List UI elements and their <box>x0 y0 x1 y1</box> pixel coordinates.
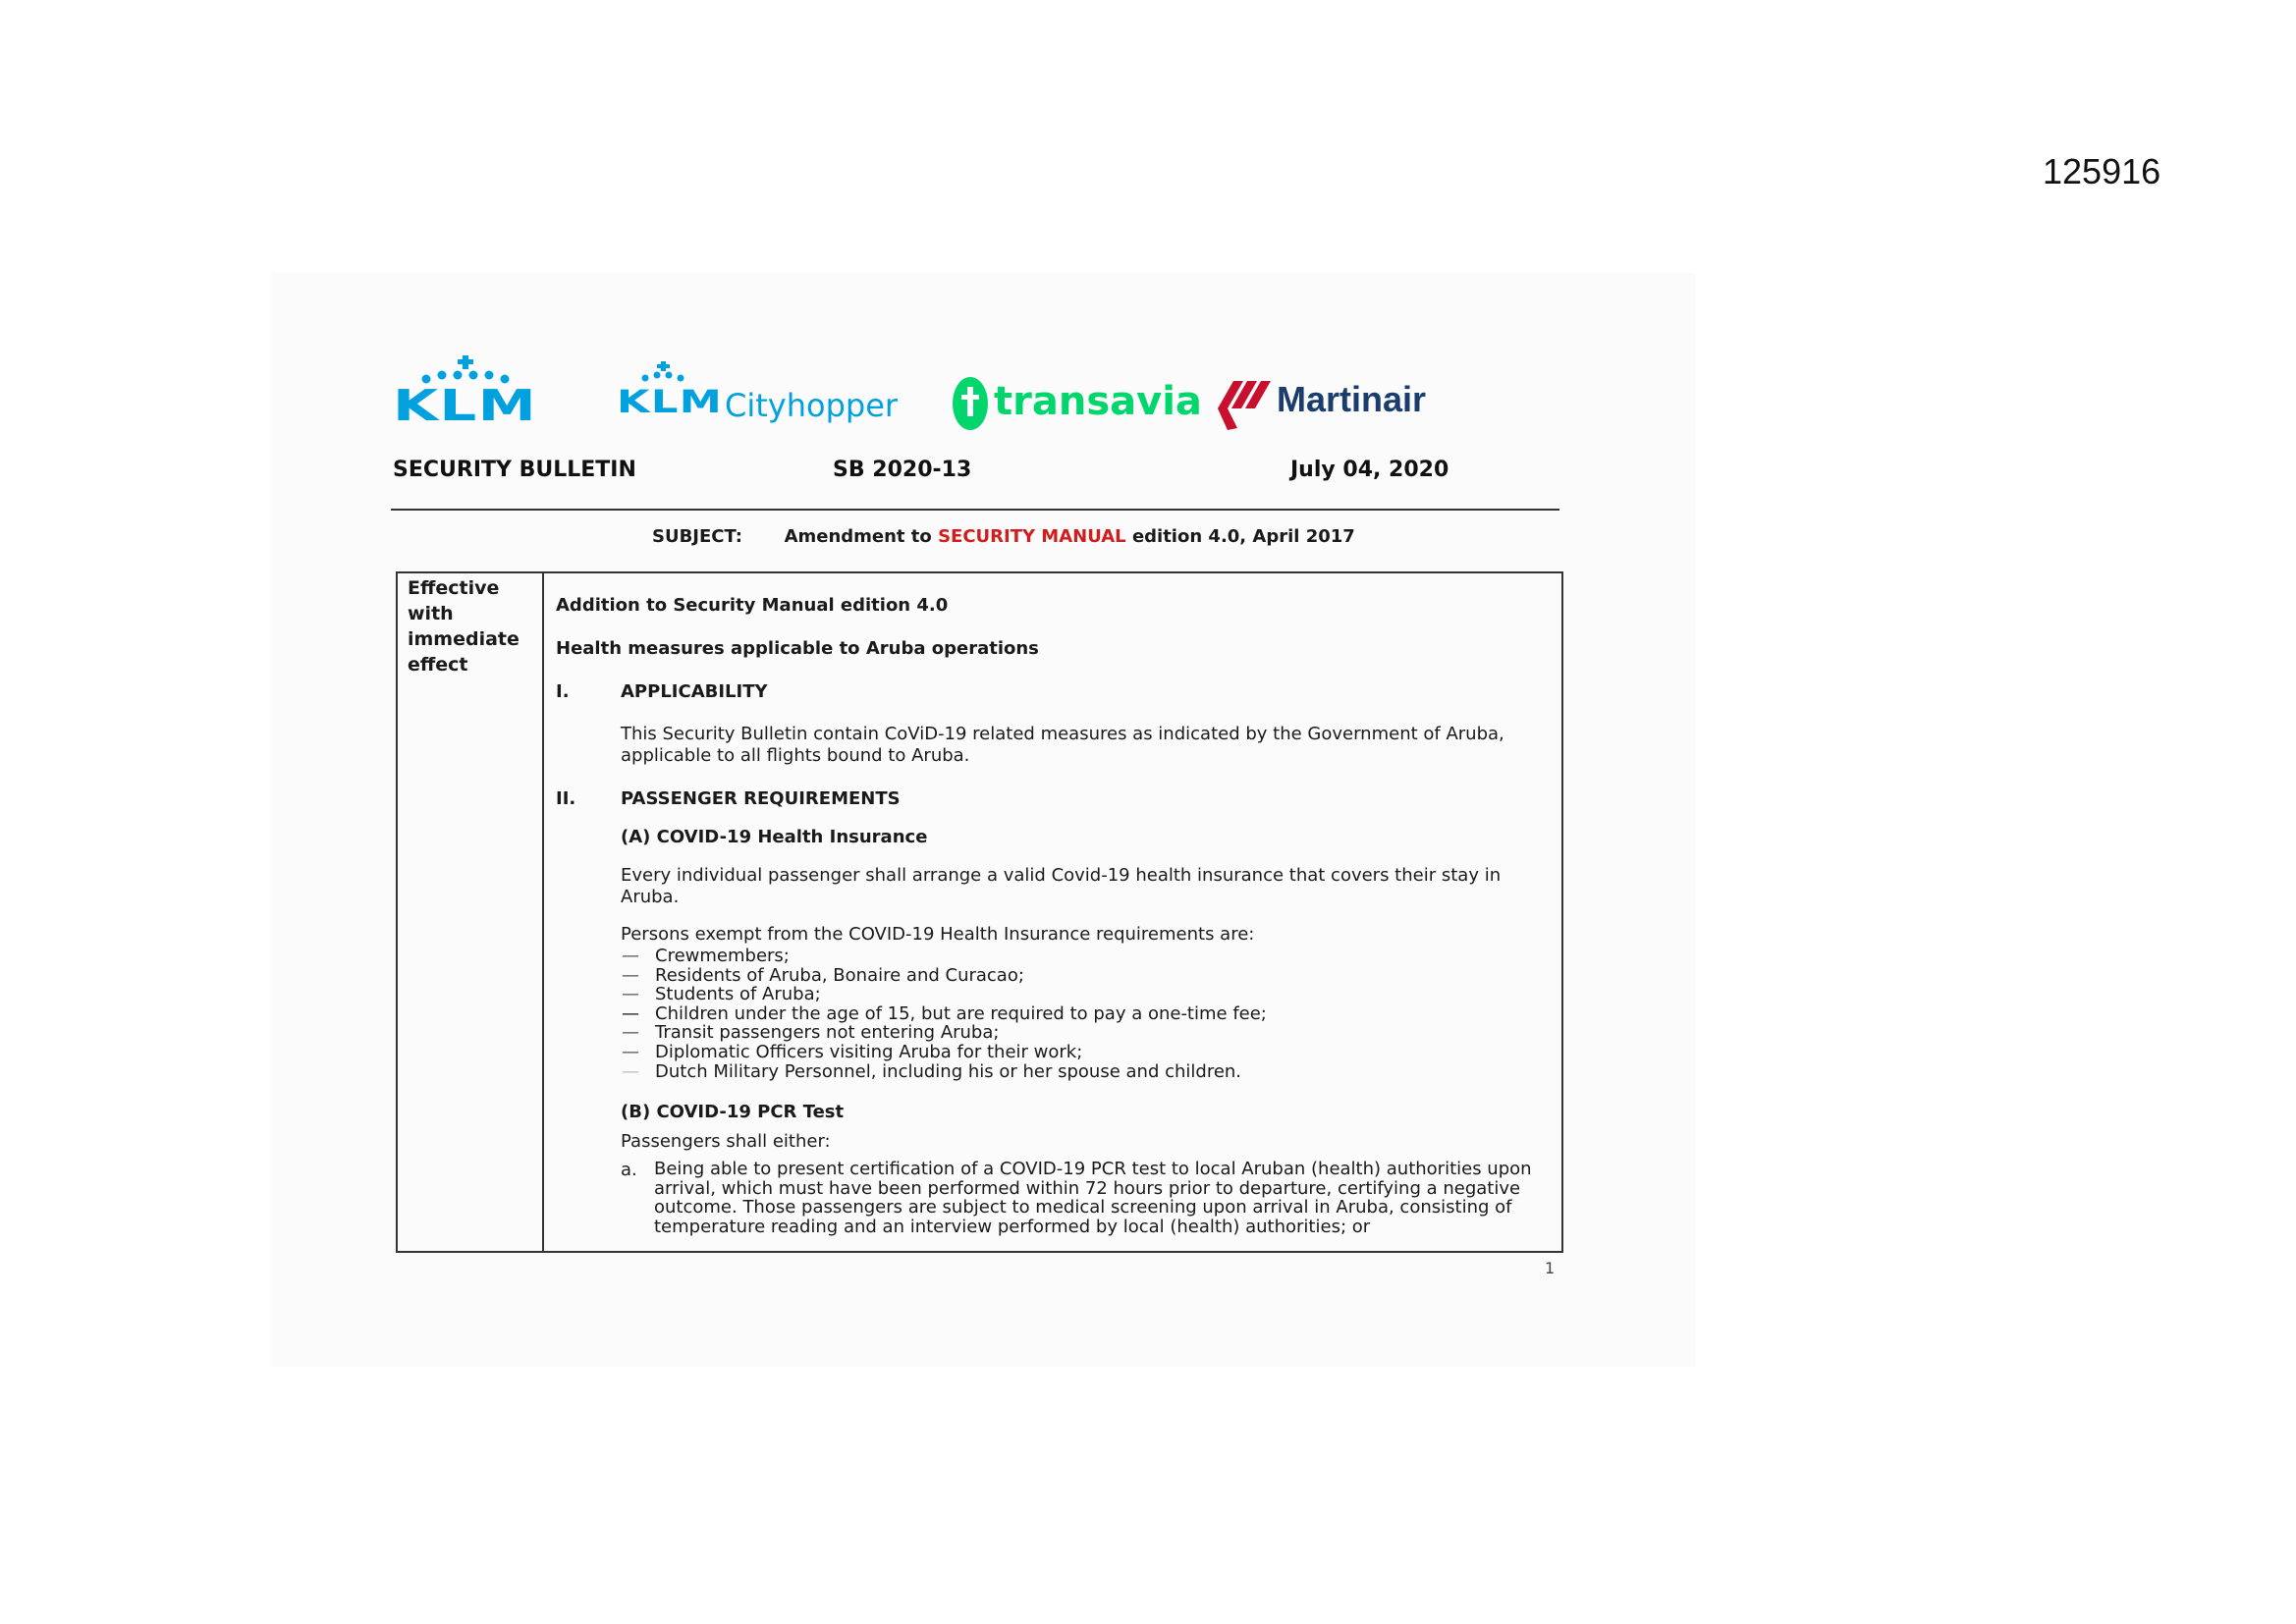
applicability-line: This Security Bulletin contain CoViD-19 related measures as indicated by the Government of Aruba, <box>621 724 1504 744</box>
list-item: — Crewmembers; <box>622 946 790 966</box>
martinair-wordmark: Martinair <box>1277 379 1427 419</box>
health-insurance-title: (A) COVID-19 Health Insurance <box>621 827 928 847</box>
exempt-intro: Persons exempt from the COVID-19 Health Insurance requirements are: <box>621 924 1255 945</box>
airline-logos <box>393 355 1571 439</box>
effective-line: Effective <box>408 577 500 599</box>
pcr-item-line: arrival, which must have been performed within 72 hours prior to departure, certifying a negative <box>654 1177 1521 1199</box>
subject-prefix: Amendment to <box>784 526 932 547</box>
subject-label: SUBJECT: <box>652 526 742 547</box>
martinair-stripes-icon <box>1214 377 1283 434</box>
pcr-intro: Passengers shall either: <box>621 1131 831 1152</box>
pcr-item-line: outcome. Those passengers are subject to medical screening upon arrival in Aruba, consisting of <box>654 1197 1512 1218</box>
list-item: — Residents of Aruba, Bonaire and Curacao; <box>622 964 1024 986</box>
insurance-line: Aruba. <box>621 887 680 907</box>
subject-manual: SECURITY MANUAL <box>938 526 1126 547</box>
document-id: 125916 <box>2043 151 2161 191</box>
klm-logo <box>393 355 540 439</box>
header-divider <box>391 509 1559 511</box>
section-2-title: PASSENGER REQUIREMENTS <box>621 788 901 809</box>
subject-line <box>652 526 1355 547</box>
transavia-wordmark: transavia <box>994 379 1202 424</box>
effective-line: with <box>408 603 454 624</box>
martinair-logo <box>1214 377 1449 436</box>
pcr-item-line: temperature reading and an interview performed by local (health) authorities; or <box>654 1216 1371 1237</box>
effective-line: immediate <box>408 628 519 650</box>
insurance-line: Every individual passenger shall arrange a valid Covid-19 health insurance that covers their stay in <box>621 865 1502 886</box>
health-measures-heading: Health measures applicable to Aruba operations <box>556 638 1039 659</box>
effective-cell <box>408 575 519 677</box>
pcr-item-marker: a. <box>621 1160 637 1180</box>
bulletin-date: July 04, 2020 <box>1290 458 1449 482</box>
list-item: — Diplomatic Officers visiting Aruba for their work; <box>622 1041 1083 1062</box>
list-item: — Children under the age of 15, but are required to pay a one-time fee; <box>622 1002 1267 1024</box>
klm-wordmark: KLM <box>393 381 538 431</box>
cityhopper-wordmark: Cityhopper <box>725 387 899 424</box>
applicability-line: applicable to all flights bound to Aruba. <box>621 745 970 766</box>
pcr-test-title: (B) COVID-19 PCR Test <box>621 1102 845 1122</box>
addition-heading: Addition to Security Manual edition 4.0 <box>556 595 949 616</box>
transavia-t-icon <box>951 375 990 432</box>
klm-cityhopper-logo <box>617 361 902 430</box>
pcr-item-a <box>654 1160 1532 1236</box>
list-item: — Dutch Military Personnel, including his or her spouse and children. <box>622 1060 1242 1082</box>
effective-line: effect <box>408 654 468 676</box>
bulletin-table <box>396 571 1563 1253</box>
subject-suffix: edition 4.0, April 2017 <box>1131 526 1355 547</box>
list-item: — Transit passengers not entering Aruba; <box>622 1022 1000 1044</box>
page-number: 1 <box>1545 1259 1556 1277</box>
list-item: — Students of Aruba; <box>622 984 821 1005</box>
pcr-item-line: Being able to present certification of a COVID-19 PCR test to local Aruban (health) authorities upon <box>654 1159 1532 1179</box>
transavia-logo <box>951 375 1202 434</box>
bulletin-title: SECURITY BULLETIN <box>393 458 636 482</box>
klm-crown-small-icon <box>636 361 695 383</box>
column-divider <box>542 573 544 1251</box>
section-2-number: II. <box>556 788 576 809</box>
section-1-number: I. <box>556 681 570 702</box>
bulletin-number: SB 2020-13 <box>833 458 972 482</box>
exempt-list <box>622 947 1267 1081</box>
cityhopper-klm-wordmark: KLM <box>617 383 724 420</box>
section-1-title: APPLICABILITY <box>621 681 768 702</box>
